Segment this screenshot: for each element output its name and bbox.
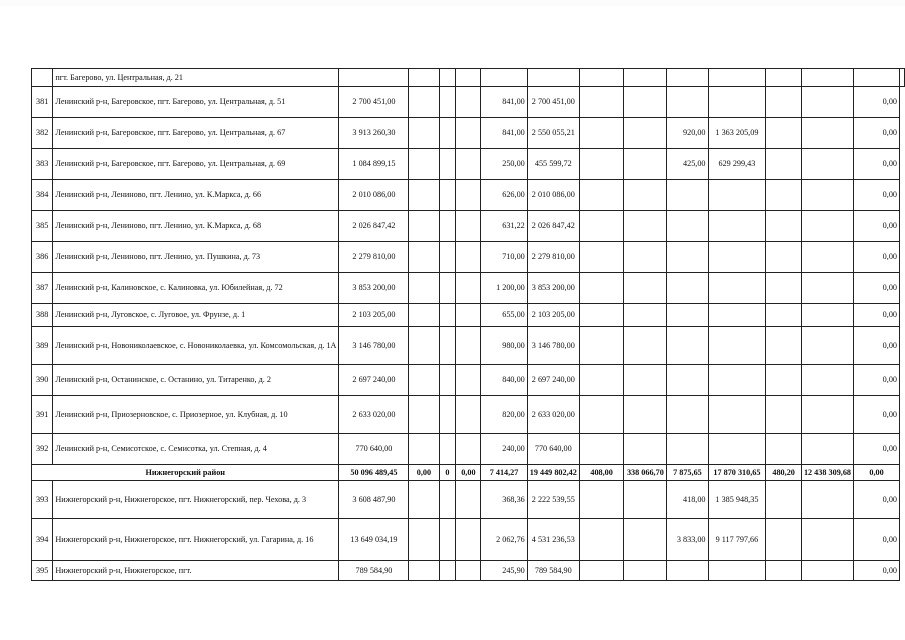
value-cell: 3 853 200,00 [527, 273, 579, 304]
row-number: 391 [32, 396, 53, 434]
value-cell [708, 242, 766, 273]
value-cell [456, 365, 481, 396]
total-value-cell: 0,00 [854, 465, 900, 481]
value-cell: 0,00 [854, 365, 900, 396]
value-cell [801, 327, 853, 365]
value-cell [579, 180, 624, 211]
address-cell: Нижнегорский р-н, Нижнегорское, пгт. Нижнегорский, пер. Чехова, д. 3 [53, 481, 339, 519]
value-cell [439, 561, 456, 581]
value-cell [708, 69, 766, 87]
value-cell [624, 561, 667, 581]
value-cell [624, 327, 667, 365]
value-cell: 3 608 487,90 [339, 481, 409, 519]
value-cell [579, 304, 624, 327]
table-body [32, 69, 905, 581]
row-number [32, 69, 53, 87]
address-cell: Ленинский р-н, Приозерновское, с. Приозерное, ул. Клубная, д. 10 [53, 396, 339, 434]
value-cell: 1 385 948,35 [708, 481, 766, 519]
value-cell: 3 146 780,00 [339, 327, 409, 365]
row-number: 386 [32, 242, 53, 273]
table-row [32, 327, 905, 365]
value-cell [766, 242, 802, 273]
value-cell: 0,00 [854, 561, 900, 581]
value-cell: 710,00 [481, 242, 527, 273]
value-cell [766, 118, 802, 149]
address-cell: Ленинский р-н, Лениново, пгт. Ленино, ул. К.Маркса, д. 68 [53, 211, 339, 242]
value-cell [766, 327, 802, 365]
value-cell [439, 118, 456, 149]
value-cell [801, 481, 853, 519]
value-cell [801, 519, 853, 561]
value-cell [456, 69, 481, 87]
value-cell [579, 481, 624, 519]
value-cell [409, 211, 439, 242]
district-total-row [32, 465, 905, 481]
value-cell [667, 242, 708, 273]
value-cell: 789 584,90 [527, 561, 579, 581]
value-cell [456, 304, 481, 327]
total-value-cell: 338 066,70 [624, 465, 667, 481]
value-cell [409, 273, 439, 304]
value-cell [579, 273, 624, 304]
value-cell [579, 434, 624, 465]
value-cell [801, 396, 853, 434]
table-row [32, 180, 905, 211]
address-cell: Ленинский р-н, Лениново, пгт. Ленино, ул. Пушкина, д. 73 [53, 242, 339, 273]
value-cell [708, 87, 766, 118]
row-number: 381 [32, 87, 53, 118]
value-cell [439, 69, 456, 87]
value-cell [456, 87, 481, 118]
row-number: 382 [32, 118, 53, 149]
value-cell [766, 87, 802, 118]
row-number: 384 [32, 180, 53, 211]
value-cell: 770 640,00 [527, 434, 579, 465]
value-cell [439, 481, 456, 519]
value-cell [708, 396, 766, 434]
value-cell: 455 599,72 [527, 149, 579, 180]
value-cell [409, 434, 439, 465]
value-cell [409, 180, 439, 211]
table-row [32, 149, 905, 180]
value-cell [456, 519, 481, 561]
row-number: 389 [32, 327, 53, 365]
value-cell [667, 273, 708, 304]
value-cell [667, 396, 708, 434]
value-cell [667, 211, 708, 242]
address-cell: Ленинский р-н, Семисотское, с. Семисотка, ул. Степная, д. 4 [53, 434, 339, 465]
value-cell [409, 519, 439, 561]
value-cell: 0,00 [854, 519, 900, 561]
value-cell: 2 700 451,00 [339, 87, 409, 118]
total-value-cell: 19 449 802,42 [527, 465, 579, 481]
value-cell [667, 327, 708, 365]
value-cell [708, 273, 766, 304]
address-cell: Ленинский р-н, Лениново, пгт. Ленино, ул. К.Маркса, д. 66 [53, 180, 339, 211]
value-cell [624, 273, 667, 304]
value-cell [579, 69, 624, 87]
value-cell [439, 396, 456, 434]
value-cell [708, 304, 766, 327]
value-cell: 0,00 [854, 118, 900, 149]
row-number: 392 [32, 434, 53, 465]
value-cell: 2 103 205,00 [339, 304, 409, 327]
row-number: 395 [32, 561, 53, 581]
value-cell: 0,00 [854, 273, 900, 304]
value-cell [439, 242, 456, 273]
value-cell: 4 531 236,53 [527, 519, 579, 561]
row-number: 390 [32, 365, 53, 396]
table-row [32, 365, 905, 396]
housing-repair-table [31, 68, 905, 581]
value-cell [667, 87, 708, 118]
value-cell [409, 481, 439, 519]
table-row [32, 87, 905, 118]
value-cell: 0,00 [854, 242, 900, 273]
value-cell [708, 327, 766, 365]
value-cell: 2 103 205,00 [527, 304, 579, 327]
value-cell: 2 279 810,00 [339, 242, 409, 273]
value-cell: 418,00 [667, 481, 708, 519]
address-cell: Ленинский р-н, Останинское, с. Останино, ул. Титаренко, д. 2 [53, 365, 339, 396]
value-cell [766, 273, 802, 304]
value-cell [624, 180, 667, 211]
value-cell [481, 69, 527, 87]
value-cell: 2 222 539,55 [527, 481, 579, 519]
value-cell: 770 640,00 [339, 434, 409, 465]
value-cell [439, 304, 456, 327]
value-cell [409, 365, 439, 396]
table-row [32, 396, 905, 434]
table-row [32, 69, 905, 87]
value-cell [624, 396, 667, 434]
address-cell: Нижнегорский р-н, Нижнегорское, пгт. Нижнегорский, ул. Гагарина, д. 16 [53, 519, 339, 561]
value-cell [801, 118, 853, 149]
value-cell [439, 211, 456, 242]
value-cell: 2 697 240,00 [339, 365, 409, 396]
value-cell [624, 118, 667, 149]
value-cell [409, 327, 439, 365]
total-label: Нижнегорский район [32, 465, 339, 481]
value-cell [766, 180, 802, 211]
value-cell [439, 273, 456, 304]
value-cell [766, 481, 802, 519]
value-cell [409, 242, 439, 273]
value-cell [456, 434, 481, 465]
value-cell [624, 481, 667, 519]
value-cell: 0,00 [854, 327, 900, 365]
value-cell [624, 242, 667, 273]
value-cell: 920,00 [667, 118, 708, 149]
value-cell [801, 304, 853, 327]
value-cell: 9 117 797,66 [708, 519, 766, 561]
value-cell [439, 87, 456, 118]
value-cell: 3 833,00 [667, 519, 708, 561]
row-number: 393 [32, 481, 53, 519]
row-number: 387 [32, 273, 53, 304]
value-cell: 655,00 [481, 304, 527, 327]
value-cell [439, 180, 456, 211]
value-cell: 3 853 200,00 [339, 273, 409, 304]
value-cell [409, 69, 439, 87]
table-row [32, 481, 905, 519]
total-value-cell: 0 [439, 465, 456, 481]
value-cell [766, 149, 802, 180]
value-cell [667, 365, 708, 396]
value-cell [439, 149, 456, 180]
value-cell: 0,00 [854, 211, 900, 242]
value-cell [579, 87, 624, 118]
address-cell: пгт. Багерово, ул. Центральная, д. 21 [53, 69, 339, 87]
value-cell: 626,00 [481, 180, 527, 211]
table-row [32, 561, 905, 581]
value-cell: 2 026 847,42 [339, 211, 409, 242]
value-cell: 0,00 [854, 180, 900, 211]
value-cell: 631,22 [481, 211, 527, 242]
value-cell [667, 304, 708, 327]
value-cell: 2 633 020,00 [527, 396, 579, 434]
value-cell [456, 396, 481, 434]
value-cell [766, 519, 802, 561]
value-cell [766, 561, 802, 581]
value-cell [801, 211, 853, 242]
value-cell: 0,00 [854, 87, 900, 118]
table-row [32, 273, 905, 304]
value-cell: 1 363 205,09 [708, 118, 766, 149]
value-cell: 245,90 [481, 561, 527, 581]
value-cell [456, 149, 481, 180]
row-number: 385 [32, 211, 53, 242]
value-cell [409, 396, 439, 434]
value-cell [339, 69, 409, 87]
value-cell: 2 279 810,00 [527, 242, 579, 273]
value-cell [409, 149, 439, 180]
value-cell [456, 242, 481, 273]
table-row [32, 211, 905, 242]
value-cell [409, 304, 439, 327]
value-cell [624, 519, 667, 561]
value-cell [409, 118, 439, 149]
address-cell: Нижнегорский р-н, Нижнегорское, пгт. [53, 561, 339, 581]
value-cell [624, 304, 667, 327]
value-cell: 980,00 [481, 327, 527, 365]
value-cell: 13 649 034,19 [339, 519, 409, 561]
value-cell [708, 561, 766, 581]
total-value-cell: 7 875,65 [667, 465, 708, 481]
value-cell: 425,00 [667, 149, 708, 180]
value-cell [527, 69, 579, 87]
total-value-cell: 480,20 [766, 465, 802, 481]
value-cell [579, 396, 624, 434]
value-cell [439, 434, 456, 465]
value-cell [801, 87, 853, 118]
table-row [32, 434, 905, 465]
value-cell: 240,00 [481, 434, 527, 465]
value-cell [624, 211, 667, 242]
value-cell [624, 69, 667, 87]
value-cell [456, 180, 481, 211]
value-cell [667, 180, 708, 211]
value-cell [900, 69, 905, 87]
value-cell: 0,00 [854, 434, 900, 465]
value-cell [801, 365, 853, 396]
total-value-cell: 17 870 310,65 [708, 465, 766, 481]
value-cell: 841,00 [481, 87, 527, 118]
value-cell [801, 434, 853, 465]
value-cell [409, 561, 439, 581]
address-cell: Ленинский р-н, Луговское, с. Луговое, ул. Фрунзе, д. 1 [53, 304, 339, 327]
value-cell [579, 327, 624, 365]
value-cell: 1 084 899,15 [339, 149, 409, 180]
value-cell [439, 365, 456, 396]
address-cell: Ленинский р-н, Новониколаевское, с. Новониколаевка, ул. Комсомольская, д. 1А [53, 327, 339, 365]
total-value-cell: 408,00 [579, 465, 624, 481]
total-value-cell: 12 438 309,68 [801, 465, 853, 481]
value-cell [456, 327, 481, 365]
total-value-cell: 50 096 489,45 [339, 465, 409, 481]
table-row [32, 304, 905, 327]
row-number: 388 [32, 304, 53, 327]
value-cell [456, 273, 481, 304]
value-cell: 1 200,00 [481, 273, 527, 304]
value-cell: 0,00 [854, 149, 900, 180]
value-cell: 2 062,76 [481, 519, 527, 561]
value-cell [439, 327, 456, 365]
value-cell: 0,00 [854, 481, 900, 519]
value-cell: 2 697 240,00 [527, 365, 579, 396]
value-cell: 0,00 [854, 304, 900, 327]
value-cell [766, 211, 802, 242]
value-cell: 368,36 [481, 481, 527, 519]
value-cell [579, 118, 624, 149]
value-cell: 629 299,43 [708, 149, 766, 180]
table-row [32, 519, 905, 561]
value-cell [801, 180, 853, 211]
value-cell [624, 434, 667, 465]
value-cell [801, 149, 853, 180]
value-cell [667, 434, 708, 465]
value-cell: 3 146 780,00 [527, 327, 579, 365]
value-cell: 789 584,90 [339, 561, 409, 581]
value-cell [409, 87, 439, 118]
value-cell [854, 69, 900, 87]
value-cell [667, 69, 708, 87]
value-cell [624, 365, 667, 396]
value-cell [801, 561, 853, 581]
value-cell: 2 700 451,00 [527, 87, 579, 118]
address-cell: Ленинский р-н, Калиновское, с. Калиновка, ул. Юбилейная, д. 72 [53, 273, 339, 304]
value-cell [579, 211, 624, 242]
value-cell [708, 365, 766, 396]
row-number: 394 [32, 519, 53, 561]
value-cell [579, 561, 624, 581]
value-cell [579, 365, 624, 396]
value-cell: 840,00 [481, 365, 527, 396]
value-cell [579, 519, 624, 561]
value-cell [667, 561, 708, 581]
value-cell [456, 118, 481, 149]
total-value-cell: 7 414,27 [481, 465, 527, 481]
value-cell [708, 211, 766, 242]
total-value-cell: 0,00 [456, 465, 481, 481]
value-cell: 820,00 [481, 396, 527, 434]
value-cell: 250,00 [481, 149, 527, 180]
value-cell: 841,00 [481, 118, 527, 149]
total-value-cell: 0,00 [409, 465, 439, 481]
value-cell [801, 69, 853, 87]
value-cell [801, 273, 853, 304]
value-cell: 0,00 [854, 396, 900, 434]
value-cell [579, 149, 624, 180]
row-number: 383 [32, 149, 53, 180]
value-cell: 2 010 086,00 [339, 180, 409, 211]
scan-top-edge [0, 0, 905, 6]
value-cell: 2 550 055,21 [527, 118, 579, 149]
value-cell [766, 304, 802, 327]
value-cell [766, 396, 802, 434]
value-cell [624, 87, 667, 118]
value-cell [456, 481, 481, 519]
table-row [32, 118, 905, 149]
value-cell [624, 149, 667, 180]
value-cell [708, 180, 766, 211]
value-cell [766, 365, 802, 396]
value-cell [801, 242, 853, 273]
value-cell [456, 211, 481, 242]
value-cell [766, 434, 802, 465]
value-cell: 2 010 086,00 [527, 180, 579, 211]
value-cell: 2 633 020,00 [339, 396, 409, 434]
table-row [32, 242, 905, 273]
value-cell [579, 242, 624, 273]
value-cell [708, 434, 766, 465]
value-cell [439, 519, 456, 561]
address-cell: Ленинский р-н, Багеровское, пгт. Багерово, ул. Центральная, д. 51 [53, 87, 339, 118]
value-cell [766, 69, 802, 87]
address-cell: Ленинский р-н, Багеровское, пгт. Багерово, ул. Центральная, д. 69 [53, 149, 339, 180]
value-cell: 2 026 847,42 [527, 211, 579, 242]
address-cell: Ленинский р-н, Багеровское, пгт. Багерово, ул. Центральная, д. 67 [53, 118, 339, 149]
value-cell: 3 913 260,30 [339, 118, 409, 149]
value-cell [456, 561, 481, 581]
